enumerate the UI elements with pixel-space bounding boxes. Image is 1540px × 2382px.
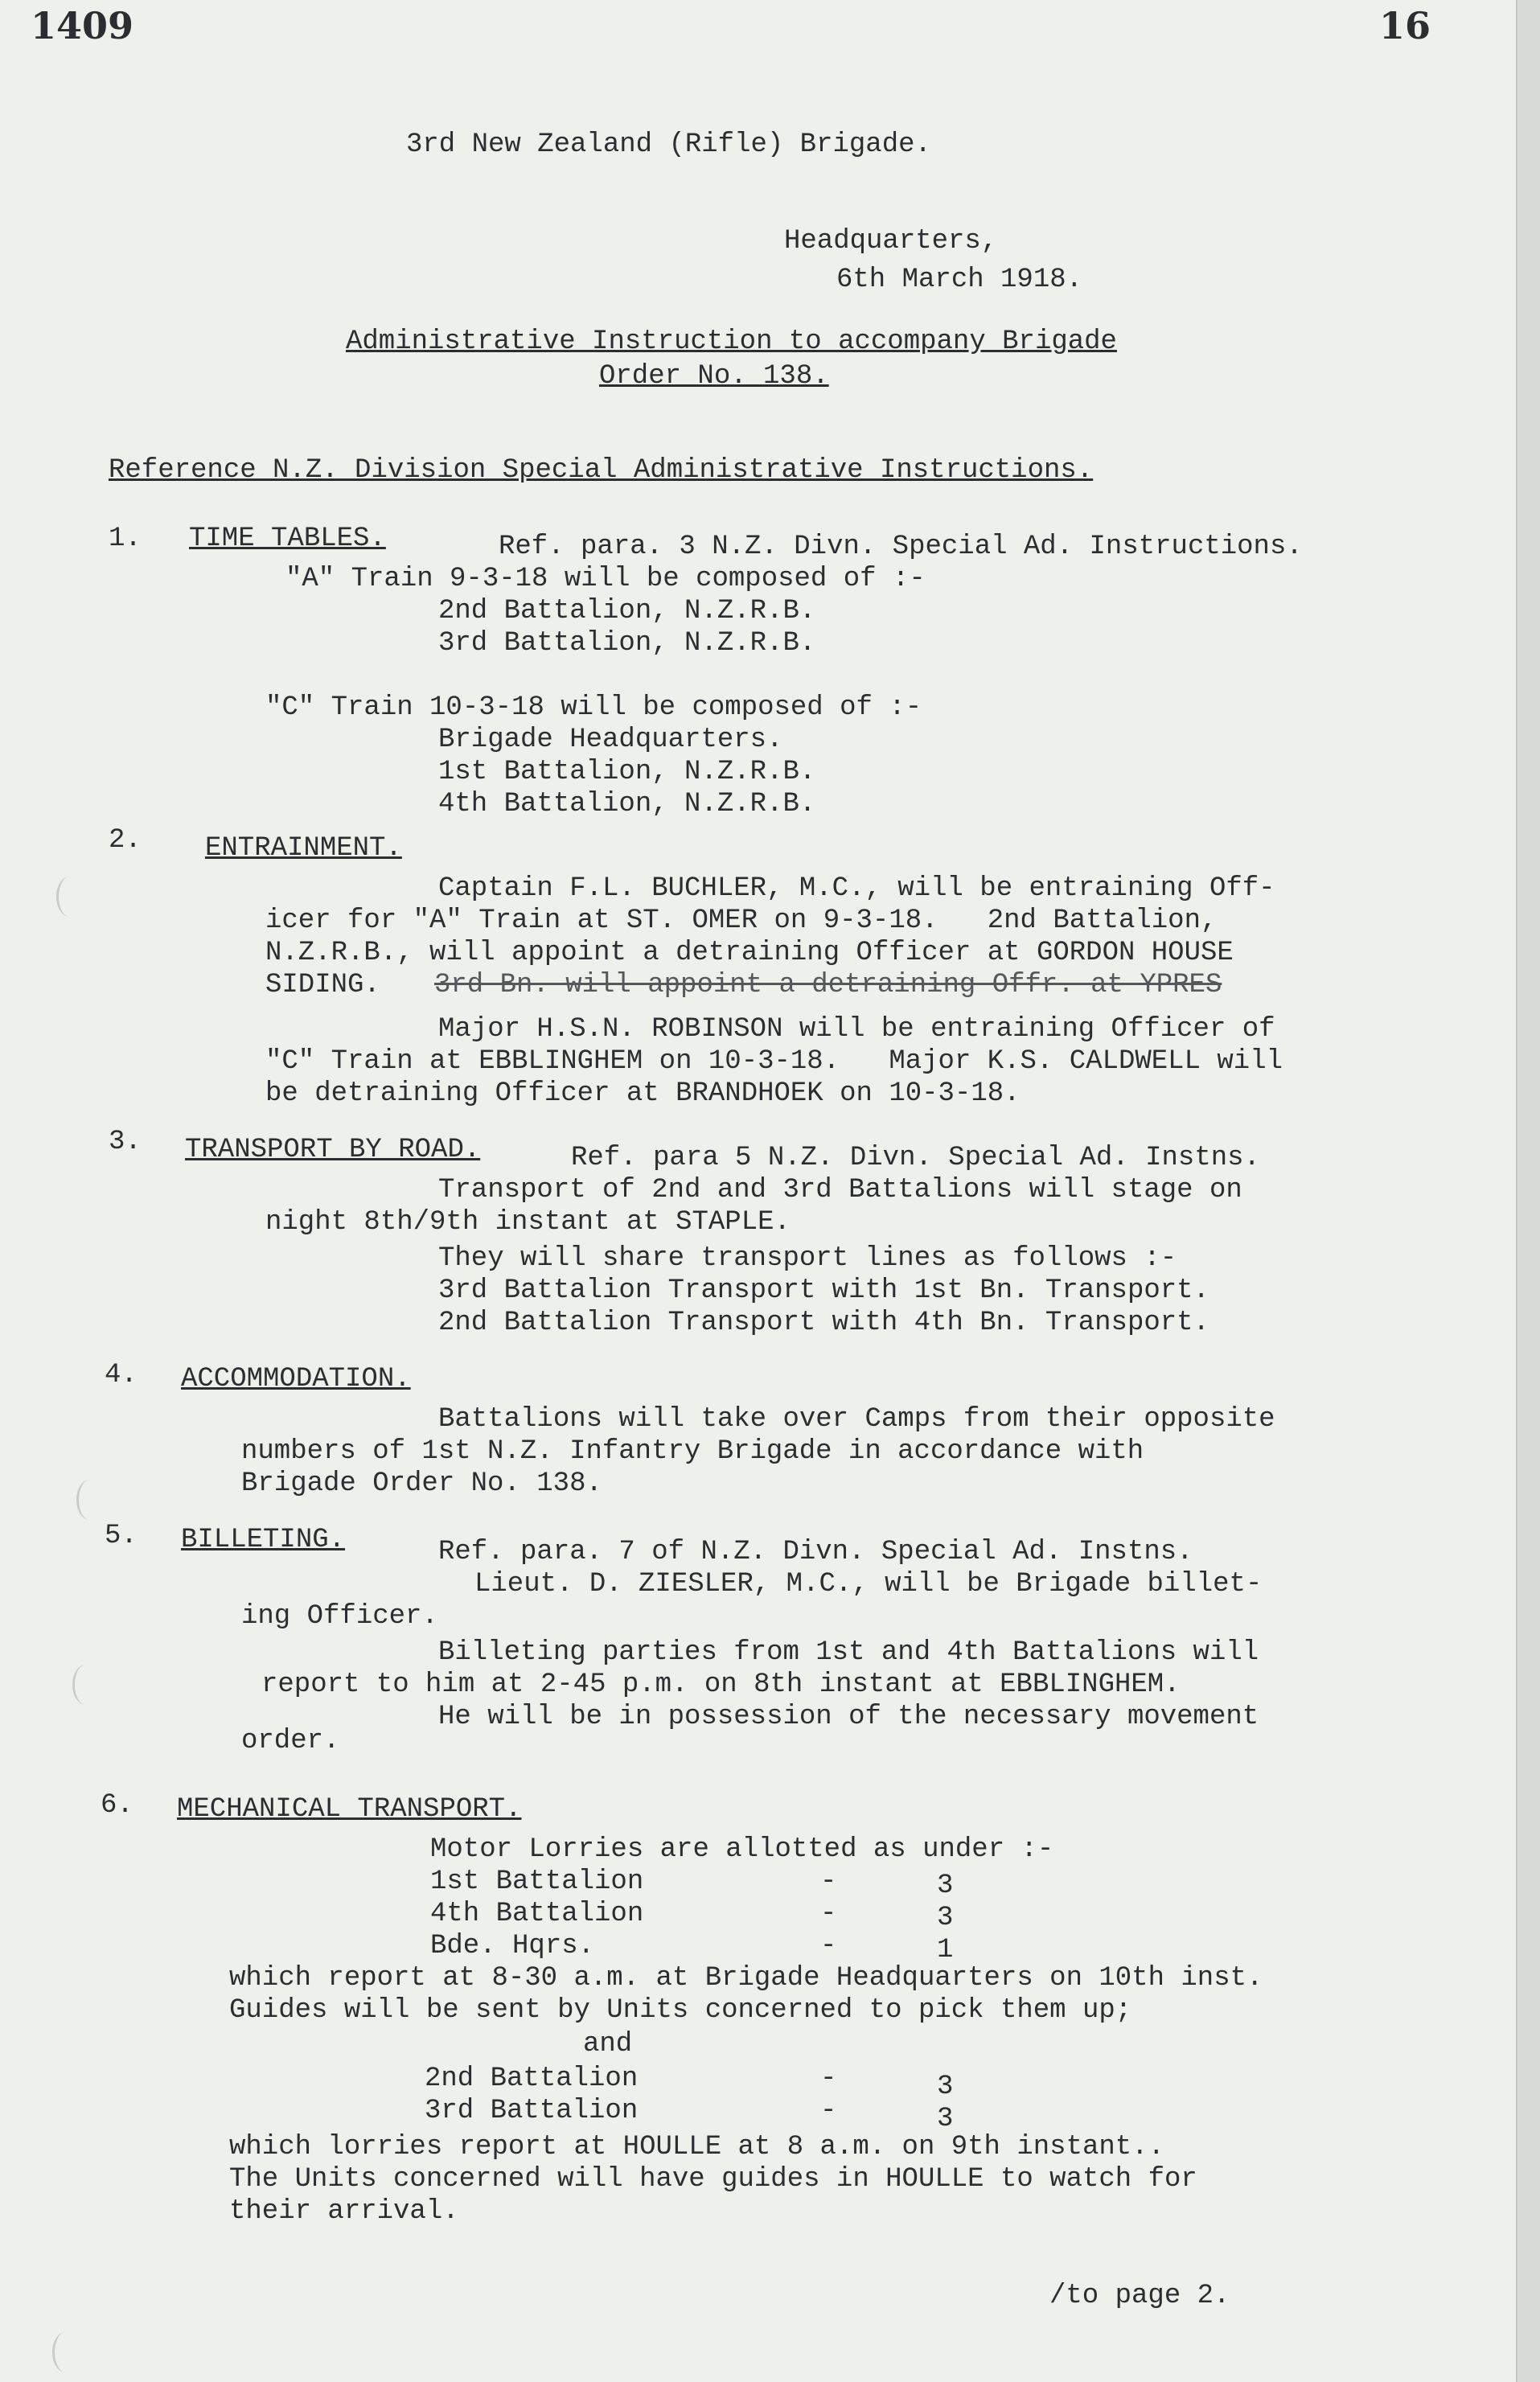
struck-text: 3rd Bn. will appoint a detraining Offr. at YPRES xyxy=(434,970,1222,1000)
section-ref: Ref. para. 7 of N.Z. Divn. Special Ad. Instns. xyxy=(438,1537,1193,1567)
text-line: Battalions will take over Camps from their opposite xyxy=(438,1404,1275,1435)
punch-hole xyxy=(76,1480,103,1520)
text-line: 1st Battalion, N.Z.R.B. xyxy=(438,757,816,787)
text-line: Major H.S.N. ROBINSON will be entraining Officer of xyxy=(438,1014,1275,1045)
lorry-dash: - xyxy=(820,1899,837,1929)
text-line: "C" Train at EBBLINGHEM on 10-3-18. Major K.S. CALDWELL will xyxy=(265,1046,1283,1077)
brigade-name: 3rd New Zealand (Rifle) Brigade. xyxy=(406,129,931,160)
lorry-unit: 4th Battalion xyxy=(430,1899,644,1929)
lorry-dash: - xyxy=(820,2064,837,2094)
punch-hole xyxy=(72,1665,99,1705)
date-line: 6th March 1918. xyxy=(836,265,1083,295)
section-heading: ENTRAINMENT. xyxy=(205,833,402,864)
text-line: ing Officer. xyxy=(241,1601,438,1632)
section-number: 1. xyxy=(109,524,142,554)
section-heading: TRANSPORT BY ROAD. xyxy=(185,1135,481,1165)
lorry-unit: Bde. Hqrs. xyxy=(430,1931,595,1961)
page-number: 16 xyxy=(1379,4,1431,47)
section-number: 6. xyxy=(101,1790,133,1821)
reference-line: Reference N.Z. Division Special Administrative Instructions. xyxy=(109,455,1094,486)
text-line: "C" Train 10-3-18 will be composed of :- xyxy=(265,692,922,723)
page-edge xyxy=(1516,0,1540,2382)
text-line: Captain F.L. BUCHLER, M.C., will be entraining Off- xyxy=(438,873,1275,904)
text-line: He will be in possession of the necessary movement xyxy=(438,1702,1259,1732)
text-line: 3rd Battalion Transport with 1st Bn. Transport. xyxy=(438,1275,1209,1306)
title-line-1: Administrative Instruction to accompany Brigade xyxy=(346,326,1117,357)
lorry-qty: 3 xyxy=(937,1871,954,1901)
continuation-note: /to page 2. xyxy=(1049,2281,1230,2311)
text-line: Billeting parties from 1st and 4th Battalions will xyxy=(438,1637,1259,1668)
text-line: night 8th/9th instant at STAPLE. xyxy=(265,1207,791,1238)
text-line: 4th Battalion, N.Z.R.B. xyxy=(438,789,816,819)
text-line: their arrival. xyxy=(229,2196,459,2227)
lorry-unit: 1st Battalion xyxy=(430,1867,644,1897)
section-ref: Ref. para. 3 N.Z. Divn. Special Ad. Instructions. xyxy=(499,532,1303,562)
text-line: icer for "A" Train at ST. OMER on 9-3-18. 2nd Battalion, xyxy=(265,906,1218,936)
lorry-qty: 3 xyxy=(937,2072,954,2102)
lorry-dash: - xyxy=(820,1867,837,1897)
text-line: which lorries report at HOULLE at 8 a.m. on 9th instant.. xyxy=(229,2132,1164,2162)
text-line: N.Z.R.B., will appoint a detraining Officer at GORDON HOUSE xyxy=(265,938,1234,968)
title-line-2: Order No. 138. xyxy=(599,361,829,392)
text-line: Motor Lorries are allotted as under :- xyxy=(430,1834,1054,1865)
text-line: Brigade Headquarters. xyxy=(438,725,783,755)
text-line: order. xyxy=(241,1726,340,1756)
punch-hole xyxy=(56,877,83,917)
lorry-dash: - xyxy=(820,2096,837,2126)
hq-line: Headquarters, xyxy=(784,226,998,257)
section-number: 5. xyxy=(105,1521,138,1551)
punch-hole xyxy=(52,2332,79,2372)
section-heading: TIME TABLES. xyxy=(189,524,386,554)
text-line: report to him at 2-45 p.m. on 8th instant at EBBLINGHEM. xyxy=(261,1669,1181,1700)
section-heading: MECHANICAL TRANSPORT. xyxy=(177,1794,522,1825)
section-heading: BILLETING. xyxy=(181,1525,346,1555)
lorry-unit: 3rd Battalion xyxy=(425,2096,639,2126)
section-number: 2. xyxy=(109,825,142,856)
section-heading: ACCOMMODATION. xyxy=(181,1364,411,1394)
text-line: 3rd Battalion, N.Z.R.B. xyxy=(438,628,816,659)
section-ref: Ref. para 5 N.Z. Divn. Special Ad. Instns. xyxy=(571,1143,1260,1173)
text-line: Transport of 2nd and 3rd Battalions will stage on xyxy=(438,1175,1242,1205)
text-line: numbers of 1st N.Z. Infantry Brigade in accordance with xyxy=(241,1436,1144,1467)
text-line: and xyxy=(583,2029,633,2060)
text-line: SIDING. xyxy=(265,970,380,1000)
text-line: Guides will be sent by Units concerned to pick them up; xyxy=(229,1995,1132,2026)
text-line: The Units concerned will have guides in HOULLE to watch for xyxy=(229,2164,1197,2195)
lorry-dash: - xyxy=(820,1931,837,1961)
text-line: Brigade Order No. 138. xyxy=(241,1468,602,1499)
text-line: which report at 8-30 a.m. at Brigade Headquarters on 10th inst. xyxy=(229,1963,1263,1994)
archive-number: 1409 xyxy=(31,4,134,47)
text-line: 2nd Battalion, N.Z.R.B. xyxy=(438,596,816,626)
text-line: be detraining Officer at BRANDHOEK on 10-3-18. xyxy=(265,1078,1021,1109)
section-number: 3. xyxy=(109,1127,142,1157)
lorry-unit: 2nd Battalion xyxy=(425,2064,639,2094)
lorry-qty: 3 xyxy=(937,2104,954,2134)
section-number: 4. xyxy=(105,1360,138,1390)
lorry-qty: 3 xyxy=(937,1903,954,1933)
lorry-qty: 1 xyxy=(937,1935,954,1965)
text-line: "A" Train 9-3-18 will be composed of :- xyxy=(285,564,926,594)
text-line: They will share transport lines as follows :- xyxy=(438,1243,1177,1274)
text-line: Lieut. D. ZIESLER, M.C., will be Brigade billet- xyxy=(474,1569,1263,1600)
text-line: 2nd Battalion Transport with 4th Bn. Transport. xyxy=(438,1308,1209,1338)
